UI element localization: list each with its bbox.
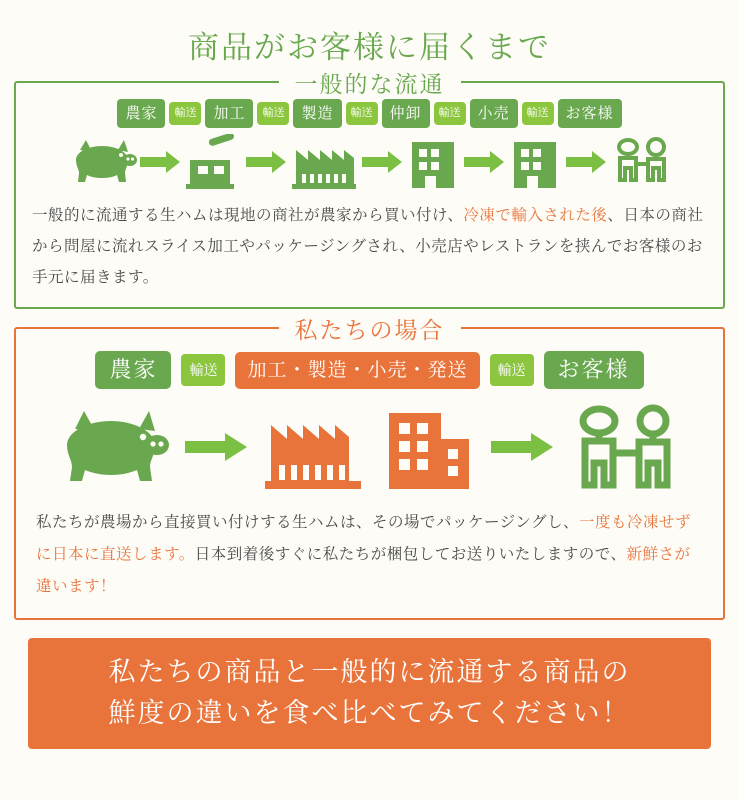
pig-icon — [66, 134, 138, 190]
arrow-right-icon — [362, 149, 402, 175]
chip-transport-1: 輸送 — [169, 102, 201, 125]
chip-farm: 農家 — [95, 351, 171, 389]
building-icon — [506, 134, 564, 190]
customers-icon — [608, 134, 674, 190]
section-ours — [14, 318, 725, 620]
factory-icon — [261, 403, 367, 491]
chip-customer: お客様 — [558, 99, 622, 128]
arrow-right-icon — [491, 430, 553, 464]
ours-icon-row — [16, 395, 723, 497]
section-ours-caption: 私たちの場合 — [279, 312, 461, 345]
arrow-right-icon — [140, 149, 180, 175]
chip-manufacture: 製造 — [293, 99, 341, 128]
ours-text-run-2: 一度も冷凍せずに日本に直送します。 — [36, 514, 692, 563]
chip-all-in-one: 加工・製造・小売・発送 — [235, 352, 479, 389]
arrow-right-icon — [566, 149, 606, 175]
chip-retail: 小売 — [470, 99, 518, 128]
factory-icon — [288, 134, 360, 190]
chip-processing: 加工 — [205, 99, 253, 128]
general-text-run-2: 冷凍で輸入された後 — [463, 207, 608, 224]
footer-line-2: 鮮度の違いを食べ比べてみてください！ — [108, 697, 631, 728]
building-icon — [404, 134, 462, 190]
footer-banner — [28, 638, 711, 749]
arrow-right-icon — [185, 430, 247, 464]
ours-description — [16, 497, 723, 618]
ours-text-run-3: 日本到着後すぐに私たちが梱包してお送りいたしますので、 — [194, 545, 627, 563]
arrow-right-icon — [464, 149, 504, 175]
chip-transport-3: 輸送 — [346, 102, 378, 125]
general-description — [16, 196, 723, 307]
general-text-run-1: 一般的に流通する生ハムは現地の商社が農家から買い付け、 — [32, 207, 464, 224]
page-title: 商品がお客様に届くまで — [188, 30, 551, 65]
pig-icon — [53, 401, 171, 493]
chip-customer: お客様 — [544, 351, 644, 389]
building-icon — [381, 403, 477, 491]
chip-wholesaler: 仲卸 — [382, 99, 430, 128]
ours-text-run-4: 新鮮さが違います！ — [36, 545, 691, 595]
footer-line-1: 私たちの商品と一般的に流通する商品の — [108, 657, 631, 688]
customers-icon — [567, 401, 687, 493]
arrow-right-icon — [246, 149, 286, 175]
chip-transport-1: 輸送 — [181, 354, 225, 386]
section-general-caption: 一般的な流通 — [279, 66, 461, 99]
chip-transport-2: 輸送 — [257, 102, 289, 125]
chip-transport-2: 輸送 — [490, 354, 534, 386]
general-icon-row — [16, 132, 723, 196]
chip-farm: 農家 — [117, 99, 165, 128]
section-general-distribution — [14, 72, 725, 309]
ours-text-run-1: 私たちが農場から直接買い付けする生ハムは、その場でパッケージングし、 — [36, 514, 579, 531]
chip-transport-4: 輸送 — [434, 102, 466, 125]
chip-transport-5: 輸送 — [522, 102, 554, 125]
general-text-run-3: 、日本の商社から問屋に流れスライス加工やパッケージングされ、小売店やレストランを挟んでお客様のお手元に届きます。 — [32, 207, 704, 286]
factory-small-icon — [182, 134, 244, 190]
